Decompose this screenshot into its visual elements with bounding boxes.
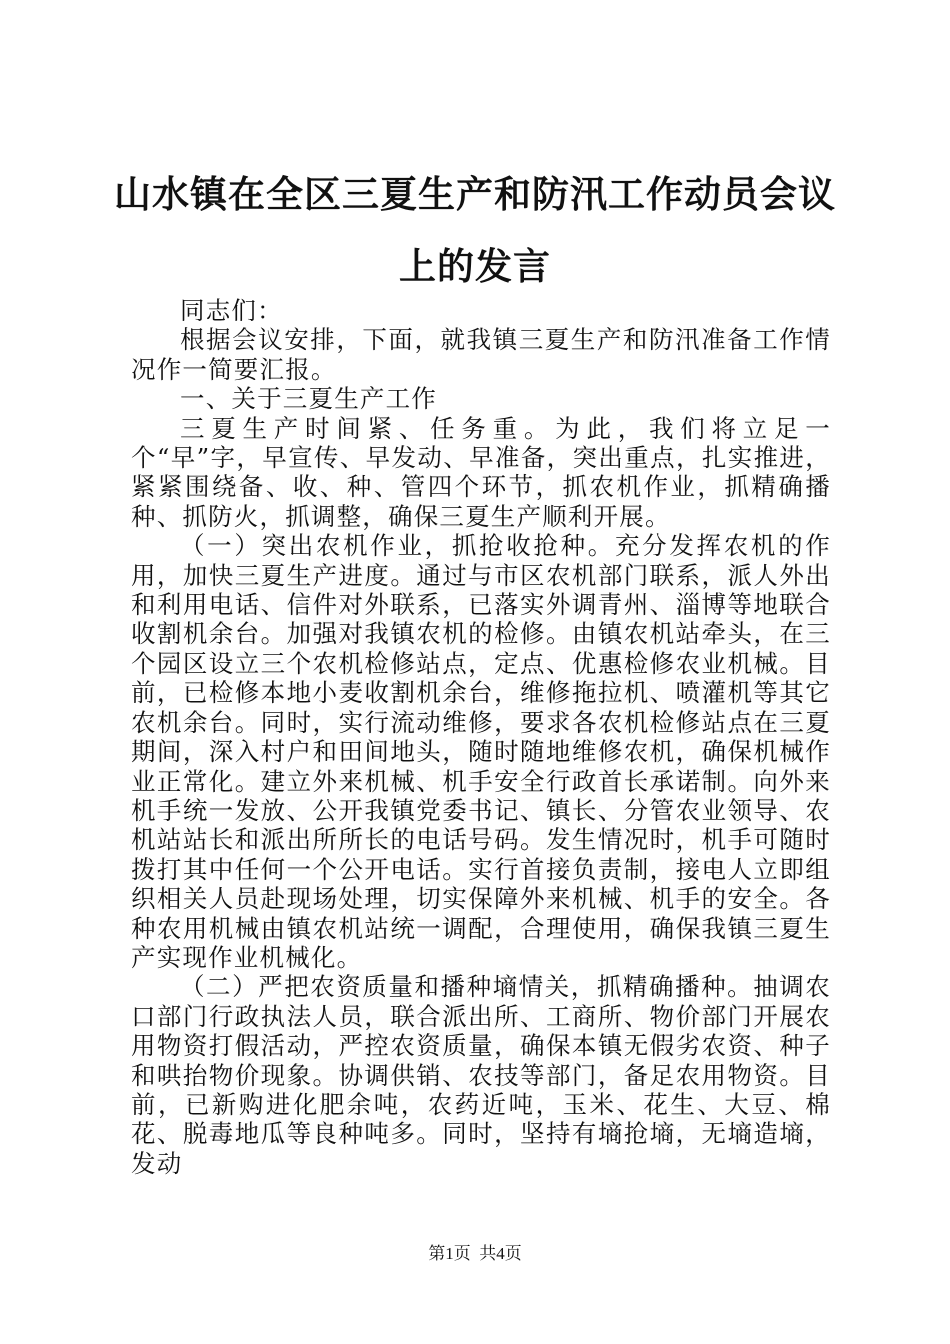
paragraph-greeting: 同志们： (180, 296, 283, 325)
paragraph-supplies: （二）严把农资质量和播种墒情关，抓精确播种。抽调农口部门行政执法人员，联合派出所、工商所、物价部门开展农用物资打假活动，严控农资质量，确保本镇无假劣农资、种子和哄抬物价现象。协调供销、农技等部门，备足农用物资。目前，已新购进化肥余吨，农药近吨，玉米、花生、大豆、棉花、脱毒地瓜等良种吨多。同时，坚持有墒抢墒，无墒造墒，发动 (131, 972, 831, 1178)
paragraph-overview: 三夏生产时间紧、任务重。为此，我们将立足一个“早”字，早宣传、早发动、早准备，突出重点，扎实推进，紧紧围绕备、收、种、管四个环节，抓农机作业，抓精确播种、抓防火，抓调整，确保三夏生产顺利开展。 (131, 413, 831, 531)
section-heading: 一、关于三夏生产工作 (180, 384, 437, 414)
page-number: 第1页 (428, 1244, 471, 1263)
paragraph-intro: 根据会议安排，下面，就我镇三夏生产和防汛准备工作情况作一简要汇报。 (131, 325, 831, 384)
page-footer (0, 1243, 950, 1265)
paragraph-machinery: （一）突出农机作业，抓抢收抢种。充分发挥农机的作用，加快三夏生产进度。通过与市区农机部门联系，派人外出和利用电话、信件对外联系，已落实外调青州、淄博等地联合收割机余台。加强对我镇农机的检修。由镇农机站牵头，在三个园区设立三个农机检修站点，定点、优惠检修农业机械。目前，已检修本地小麦收割机余台，维修拖拉机、喷灌机等其它农机余台。同时，实行流动维修，要求各农机检修站点在三夏期间，深入村户和田间地头，随时随地维修农机，确保机械作业正常化。建立外来机械、机手安全行政首长承诺制。向外来机手统一发放、公开我镇党委书记、镇长、分管农业领导、农机站站长和派出所所长的电话号码。发生情况时，机手可随时拨打其中任何一个公开电话。实行首接负责制，接电人立即组织相关人员赴现场处理，切实保障外来机械、机手的安全。各种农用机械由镇农机站统一调配，合理使用，确保我镇三夏生产实现作业机械化。 (131, 531, 831, 972)
document-title: 山水镇在全区三夏生产和防汛工作动员会议上的发言 (114, 172, 836, 288)
document-body (131, 296, 831, 1178)
page-total: 共4页 (479, 1244, 522, 1263)
